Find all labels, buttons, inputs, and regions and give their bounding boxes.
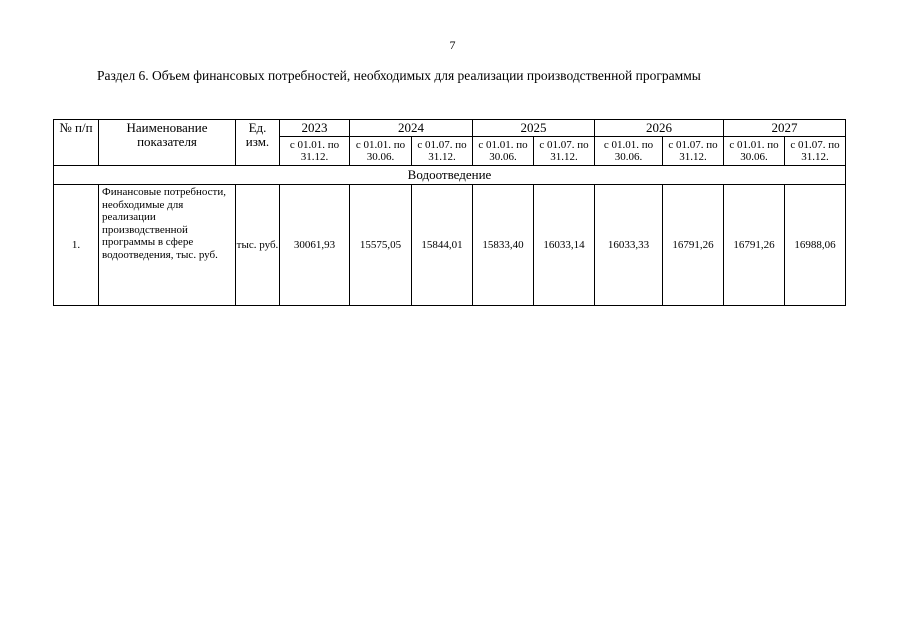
header-period: с 01.07. по 31.12. [534, 137, 595, 166]
row-unit: тыс. руб. [236, 185, 280, 306]
header-year-2027: 2027 [724, 120, 846, 137]
header-indicator: Наименование показателя [99, 120, 236, 166]
financial-needs-table [53, 119, 846, 306]
row-value: 16033,33 [595, 185, 663, 306]
row-value: 30061,93 [280, 185, 350, 306]
header-year-2026: 2026 [595, 120, 724, 137]
row-value: 16988,06 [785, 185, 846, 306]
header-year-2023: 2023 [280, 120, 350, 137]
row-value: 16033,14 [534, 185, 595, 306]
header-period: с 01.01. по 30.06. [595, 137, 663, 166]
header-period: с 01.07. по 31.12. [663, 137, 724, 166]
header-unit: Ед. изм. [236, 120, 280, 166]
header-period: с 01.01. по 30.06. [724, 137, 785, 166]
row-value: 15844,01 [412, 185, 473, 306]
header-period: с 01.01. по 30.06. [350, 137, 412, 166]
row-value: 15575,05 [350, 185, 412, 306]
header-period: с 01.01. по 31.12. [280, 137, 350, 166]
row-value: 15833,40 [473, 185, 534, 306]
header-period: с 01.07. по 31.12. [412, 137, 473, 166]
page-number: 7 [449, 38, 456, 52]
row-value: 16791,26 [663, 185, 724, 306]
header-period: с 01.07. по 31.12. [785, 137, 846, 166]
row-num: 1. [54, 185, 99, 306]
header-period: с 01.01. по 30.06. [473, 137, 534, 166]
section-title: Раздел 6. Объем финансовых потребностей, необходимых для реализации производственной программы [97, 68, 701, 83]
table-row [54, 185, 846, 306]
header-year-2024: 2024 [350, 120, 473, 137]
header-num: № п/п [54, 120, 99, 166]
header-year-2025: 2025 [473, 120, 595, 137]
row-value: 16791,26 [724, 185, 785, 306]
section-row-label: Водоотведение [54, 166, 846, 185]
row-indicator: Финансовые потребности, необходимые для реализации производственной программы в сфере водоотведения, тыс. руб. [99, 185, 236, 306]
